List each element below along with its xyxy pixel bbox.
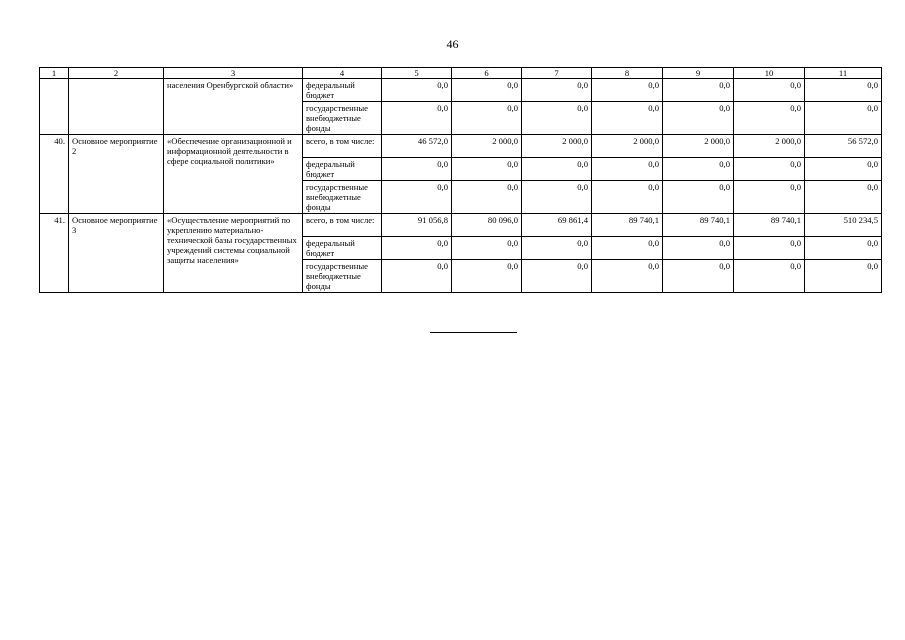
value-cell: 0,0 <box>805 237 882 260</box>
value-cell: 0,0 <box>522 260 592 293</box>
value-cell: 0,0 <box>452 102 522 135</box>
value-cell: 56 572,0 <box>805 135 882 158</box>
header-col-10: 10 <box>734 68 805 79</box>
header-col-11: 11 <box>805 68 882 79</box>
value-cell: 0,0 <box>522 102 592 135</box>
value-cell: 89 740,1 <box>734 214 805 237</box>
funding-source: федеральный бюджет <box>303 158 382 181</box>
header-col-4: 4 <box>303 68 382 79</box>
value-cell: 0,0 <box>805 181 882 214</box>
value-cell: 0,0 <box>734 181 805 214</box>
table-row <box>40 79 882 102</box>
budget-table <box>39 67 882 293</box>
value-cell: 0,0 <box>663 260 734 293</box>
value-cell: 0,0 <box>522 79 592 102</box>
table-row <box>40 135 882 158</box>
value-cell: 2 000,0 <box>592 135 663 158</box>
activity-description: «Обеспечение организационной и информационной деятельности в сфере социальной политики» <box>164 135 303 214</box>
header-col-1: 1 <box>40 68 69 79</box>
value-cell: 0,0 <box>734 102 805 135</box>
value-cell: 2 000,0 <box>452 135 522 158</box>
header-col-6: 6 <box>452 68 522 79</box>
value-cell: 0,0 <box>805 158 882 181</box>
value-cell: 0,0 <box>734 79 805 102</box>
value-cell: 0,0 <box>592 260 663 293</box>
value-cell: 91 056,8 <box>382 214 452 237</box>
value-cell: 0,0 <box>522 237 592 260</box>
value-cell: 0,0 <box>663 158 734 181</box>
header-row <box>40 68 882 79</box>
activity-name: Основное мероприятие 2 <box>69 135 164 214</box>
activity-description: населения Оренбургской области» <box>164 79 303 135</box>
value-cell: 0,0 <box>452 79 522 102</box>
value-cell: 0,0 <box>382 79 452 102</box>
value-cell: 0,0 <box>592 237 663 260</box>
value-cell: 0,0 <box>382 158 452 181</box>
value-cell: 0,0 <box>592 102 663 135</box>
value-cell: 0,0 <box>663 102 734 135</box>
value-cell: 0,0 <box>522 158 592 181</box>
funding-source: всего, в том числе: <box>303 214 382 237</box>
value-cell: 0,0 <box>805 79 882 102</box>
value-cell: 2 000,0 <box>734 135 805 158</box>
value-cell: 0,0 <box>592 79 663 102</box>
funding-source: федеральный бюджет <box>303 79 382 102</box>
activity-description: «Осуществление мероприятий по укреплению материально-технической базы государственных учреждений системы социальной защиты населения» <box>164 214 303 293</box>
row-index <box>40 79 69 135</box>
value-cell: 89 740,1 <box>592 214 663 237</box>
value-cell: 89 740,1 <box>663 214 734 237</box>
row-index: 41. <box>40 214 69 293</box>
value-cell: 0,0 <box>663 79 734 102</box>
header-col-5: 5 <box>382 68 452 79</box>
funding-source: государственные внебюджетные фонды <box>303 181 382 214</box>
value-cell: 0,0 <box>663 181 734 214</box>
value-cell: 2 000,0 <box>522 135 592 158</box>
funding-source: государственные внебюджетные фонды <box>303 102 382 135</box>
value-cell: 510 234,5 <box>805 214 882 237</box>
value-cell: 46 572,0 <box>382 135 452 158</box>
header-col-2: 2 <box>69 68 164 79</box>
value-cell: 0,0 <box>592 158 663 181</box>
value-cell: 0,0 <box>382 181 452 214</box>
activity-name <box>69 79 164 135</box>
value-cell: 0,0 <box>663 237 734 260</box>
table-row <box>40 214 882 237</box>
header-col-9: 9 <box>663 68 734 79</box>
value-cell: 80 096,0 <box>452 214 522 237</box>
value-cell: 69 861,4 <box>522 214 592 237</box>
page-number: 46 <box>446 37 459 51</box>
funding-source: всего, в том числе: <box>303 135 382 158</box>
funding-source: федеральный бюджет <box>303 237 382 260</box>
value-cell: 0,0 <box>805 102 882 135</box>
value-cell: 0,0 <box>452 158 522 181</box>
activity-name: Основное мероприятие 3 <box>69 214 164 293</box>
header-col-8: 8 <box>592 68 663 79</box>
value-cell: 0,0 <box>592 181 663 214</box>
value-cell: 0,0 <box>734 237 805 260</box>
value-cell: 0,0 <box>805 260 882 293</box>
value-cell: 0,0 <box>452 181 522 214</box>
header-col-3: 3 <box>164 68 303 79</box>
value-cell: 0,0 <box>452 260 522 293</box>
row-index: 40. <box>40 135 69 214</box>
header-col-7: 7 <box>522 68 592 79</box>
value-cell: 0,0 <box>734 158 805 181</box>
footer-divider <box>430 332 517 333</box>
value-cell: 0,0 <box>382 237 452 260</box>
funding-source: государственные внебюджетные фонды <box>303 260 382 293</box>
value-cell: 0,0 <box>382 260 452 293</box>
value-cell: 0,0 <box>522 181 592 214</box>
value-cell: 0,0 <box>382 102 452 135</box>
value-cell: 2 000,0 <box>663 135 734 158</box>
value-cell: 0,0 <box>734 260 805 293</box>
value-cell: 0,0 <box>452 237 522 260</box>
